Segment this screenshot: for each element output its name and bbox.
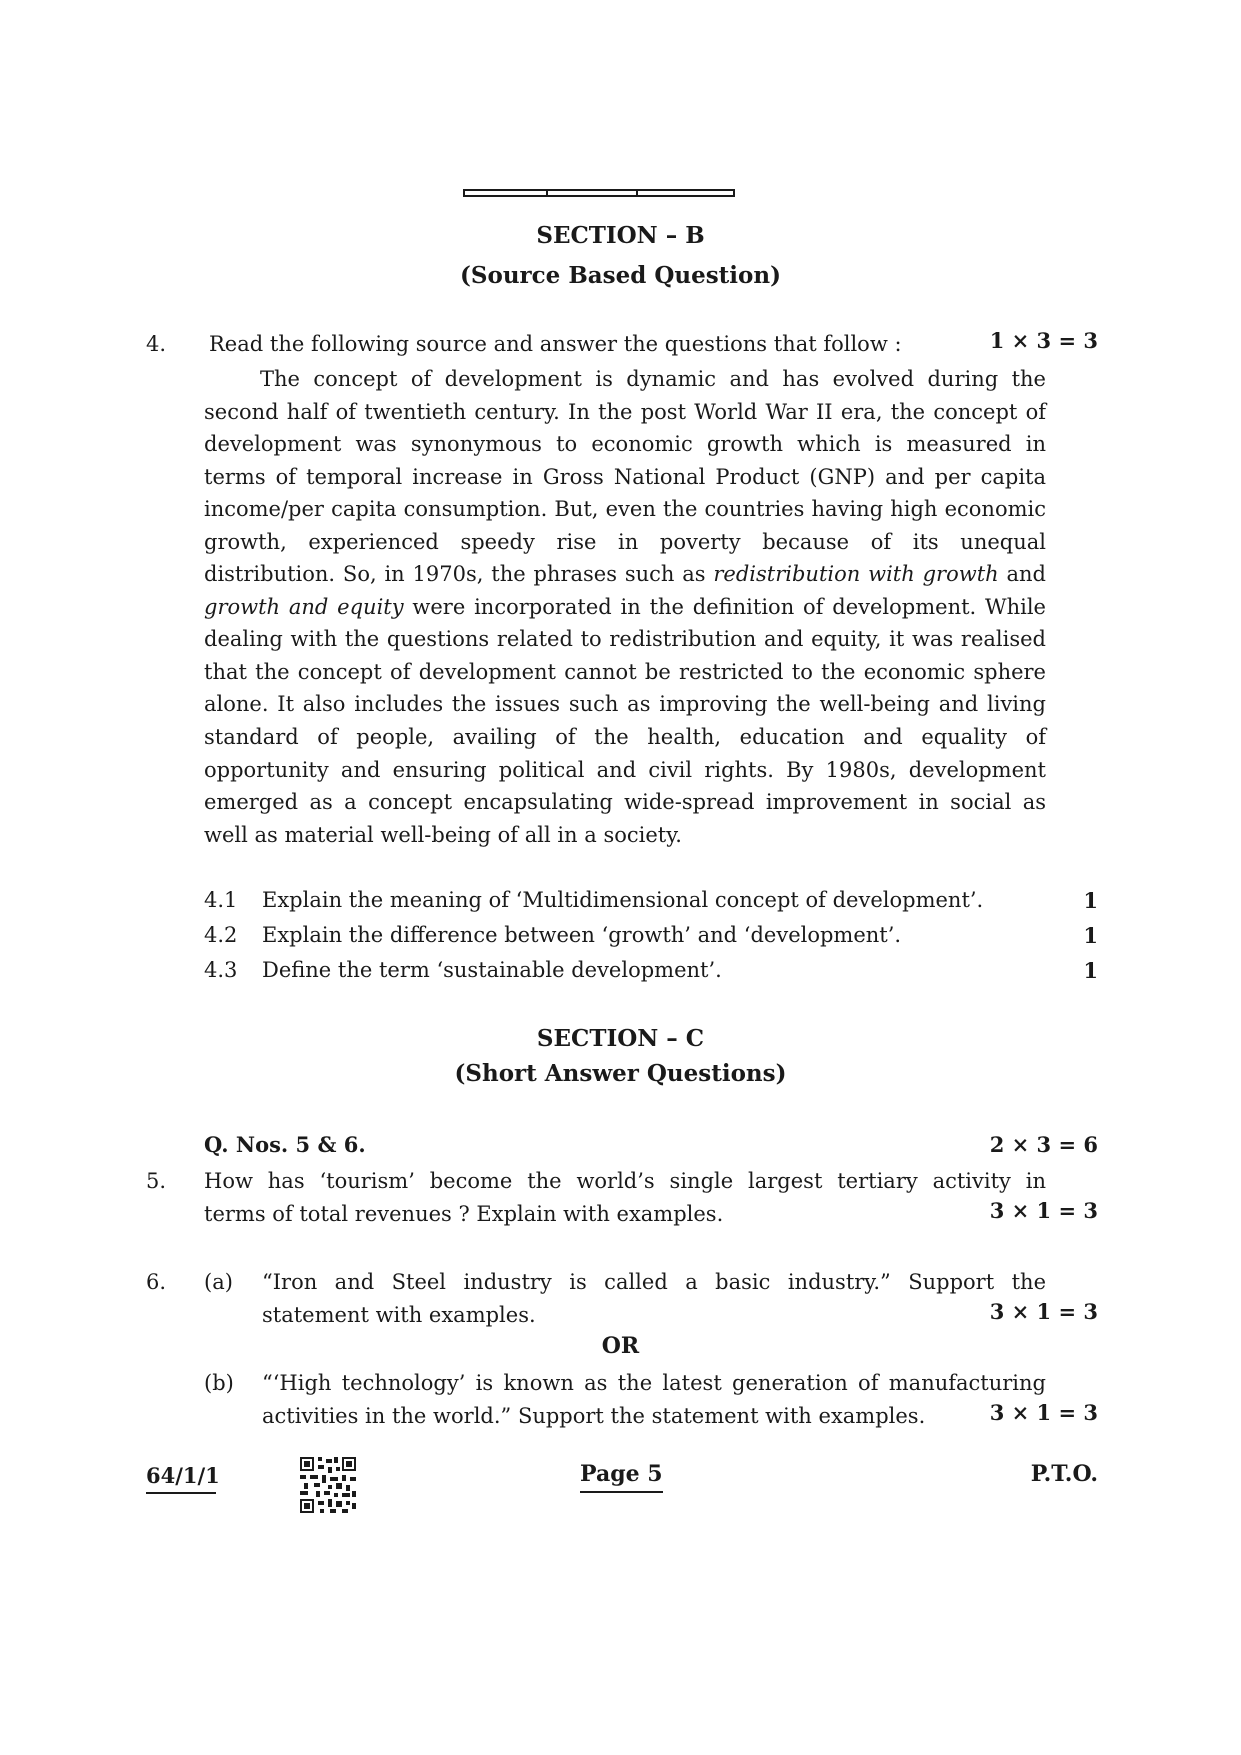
q6b-line-1: “‘High technology’ is known as the latest generation of manufacturing xyxy=(262,1371,1046,1395)
q5-line-2: terms of total revenues ? Explain with examples. xyxy=(204,1202,724,1226)
q5-line-1: How has ‘tourism’ become the world’s single largest tertiary activity in xyxy=(204,1169,1046,1193)
section-b-subtitle: (Source Based Question) xyxy=(460,262,781,289)
q6b-label: (b) xyxy=(204,1371,234,1395)
q6b-marks: 3 × 1 = 3 xyxy=(989,1400,1098,1425)
passage-emphasis-1: redistribution with growth xyxy=(713,562,999,587)
q6a-line-1: “Iron and Steel industry is called a basic industry.” Support the xyxy=(262,1270,1046,1294)
section-b-title: SECTION – B xyxy=(536,222,705,249)
subq-4-2-number: 4.2 xyxy=(204,923,238,947)
pto-label: P.T.O. xyxy=(1030,1461,1098,1487)
subq-4-3-marks: 1 xyxy=(1083,958,1098,983)
q4-number: 4. xyxy=(146,332,167,356)
qr-code-icon xyxy=(300,1457,356,1513)
divider-tick xyxy=(546,189,548,195)
q6b-line-2: activities in the world.” Support the statement with examples. xyxy=(262,1404,926,1428)
passage-part-1: The concept of development is dynamic and has evolved during the second half of twentieth century. In the post World War II era, the concept of development was synonymous to economic growth which is measured in terms of temporal increase in Gross National Product (GNP) and per capita income/per capita consumption. But, even the countries having high economic growth, experienced speedy rise in poverty because of its unequal distribution. So, in 1970s, the phrases such as xyxy=(204,367,1046,587)
q5-number: 5. xyxy=(146,1169,167,1193)
subq-4-3-number: 4.3 xyxy=(204,958,238,982)
q5-marks: 3 × 1 = 3 xyxy=(989,1198,1098,1223)
q4-prompt: Read the following source and answer the questions that follow : xyxy=(209,332,902,356)
qnos-label: Q. Nos. 5 & 6. xyxy=(204,1132,366,1157)
subq-4-1-marks: 1 xyxy=(1083,888,1098,913)
passage-emphasis-2: growth and equity xyxy=(204,594,404,619)
paper-code: 64/1/1 xyxy=(146,1463,216,1494)
q6a-label: (a) xyxy=(204,1270,233,1294)
divider-tick xyxy=(636,189,638,195)
subq-4-1-number: 4.1 xyxy=(204,888,238,912)
passage-and: and xyxy=(998,562,1046,587)
subq-4-3-text: Define the term ‘sustainable development’. xyxy=(262,958,722,982)
section-divider-bar xyxy=(463,189,735,197)
section-c-title: SECTION – C xyxy=(536,1025,705,1052)
q6a-line-2: statement with examples. xyxy=(262,1303,536,1327)
passage-part-2: were incorporated in the definition of development. While dealing with the questions related to redistribution and equity, it was realised that the concept of development cannot be restricted to the economic sphere alone. It also includes the issues such as improving the well-being and living standard of people, availing of the health, education and equality of opportunity and ensuring political and civil rights. By 1980s, development emerged as a concept encapsulating wide-spread improvement in social as well as material well-being of all in a society. xyxy=(204,594,1046,847)
subq-4-1-text: Explain the meaning of ‘Multidimensional concept of development’. xyxy=(262,888,984,912)
page-number: Page 5 xyxy=(580,1461,663,1493)
section-c-subtitle: (Short Answer Questions) xyxy=(454,1060,787,1087)
subq-4-2-text: Explain the difference between ‘growth’ and ‘development’. xyxy=(262,923,902,947)
or-separator: OR xyxy=(601,1333,640,1359)
q6-number: 6. xyxy=(146,1270,167,1294)
q4-marks: 1 × 3 = 3 xyxy=(989,328,1098,353)
subq-4-2-marks: 1 xyxy=(1083,923,1098,948)
q4-source-passage xyxy=(204,363,1046,851)
qnos-marks: 2 × 3 = 6 xyxy=(989,1132,1098,1157)
q6a-marks: 3 × 1 = 3 xyxy=(989,1299,1098,1324)
